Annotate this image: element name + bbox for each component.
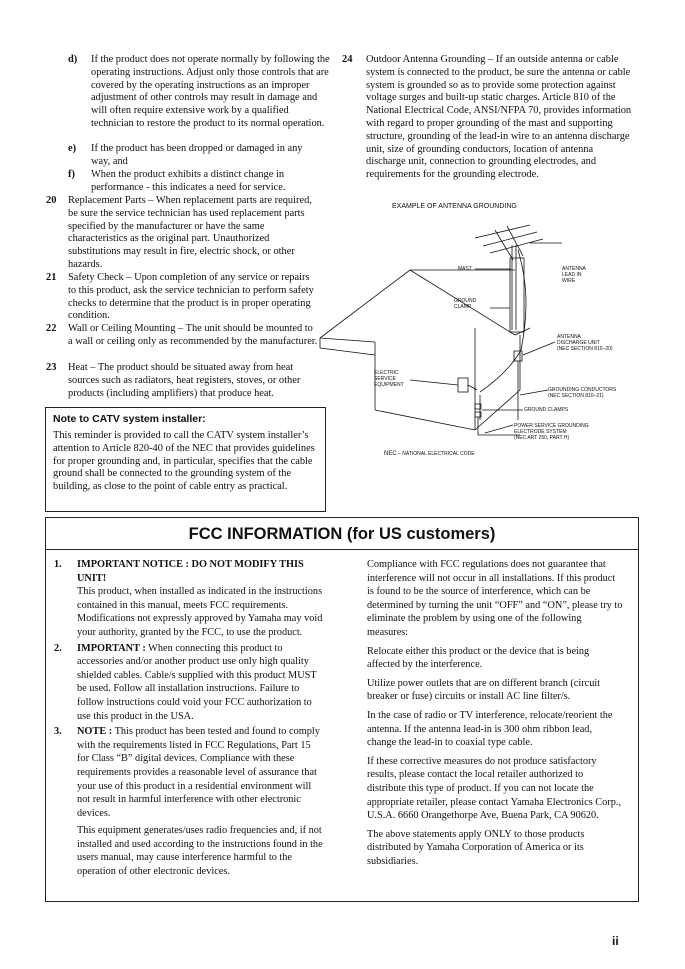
fcc-item-3 — [54, 725, 324, 820]
label-grounding-conductors: GROUNDING CONDUCTORS (NEC SECTION 810–21) — [548, 387, 617, 399]
fcc-left-extra: This equipment generates/uses radio frequencies and, if not installed and used according to the instructions found in the users manual, may cause interference harmful to the operation of other electronic devices. — [77, 825, 323, 878]
fcc-left-column — [54, 558, 324, 879]
fcc-right-column — [367, 558, 623, 873]
item-text: Replacement Parts – When replacement parts are required, be sure the service technician has used replacement parts specified by the manufacturer or have the same characteristics as the original part. Unauthorized substitutions may result in fire, electric shock, or other hazards. — [68, 195, 312, 270]
item-label: e) — [68, 143, 77, 154]
item-number: 21 — [46, 272, 57, 283]
label-mast: MAST — [458, 266, 472, 272]
fcc-item-number: 1. — [54, 559, 62, 570]
diagram-title: EXAMPLE OF ANTENNA GROUNDING — [392, 203, 517, 210]
fcc-item-number: 3. — [54, 726, 62, 738]
fcc-item-heading: IMPORTANT : — [77, 642, 146, 654]
label-antenna-lead: ANTENNA LEAD IN WIRE — [562, 266, 586, 284]
item-number: 23 — [46, 362, 57, 373]
fcc-paragraph: In the case of radio or TV interference, relocate/reorient the antenna. If the antenna lead-in is 300 ohm ribbon lead, change the lead-in to coaxial type cable. — [367, 709, 613, 749]
label-power-service: POWER SERVICE GROUNDING ELECTRODE SYSTEM (NEC ART 250, PART H) — [514, 423, 589, 441]
fcc-paragraph: Utilize power outlets that are on different branch (circuit breaker or fuse) circuits or install AC line filter/s. — [367, 677, 601, 703]
item-label: f) — [68, 169, 75, 180]
label-nec — [384, 451, 475, 457]
fcc-paragraph: Relocate either this product or the device that is being affected by the interference. — [367, 645, 590, 671]
nec-text: – NATIONAL ELECTRICAL CODE — [396, 451, 475, 457]
fcc-title-rule — [46, 549, 638, 550]
fcc-item-number: 2. — [54, 642, 62, 654]
fcc-title: FCC INFORMATION (for US customers) — [188, 525, 496, 543]
item-text: Outdoor Antenna Grounding – If an outside antenna or cable system is connected to the product, be sure the antenna or cable system is grounded so as to provide some protection against voltage surges and built-up static charges. Article 810 of the National Electrical Code, ANSI/NFPA 70, provides information with regard to proper grounding of the mast and supporting structure, grounding of the lead-in wire to an antenna discharge unit, size of grounding conductors, location of antenna discharge unit, connection to grounding electrodes, and requirements for the grounding electrode. — [366, 54, 632, 181]
item-number: 22 — [46, 323, 57, 334]
fcc-item-text: This product has been tested and found to comply with the requirements listed in FCC Regulations, Part 15 for Class “B” digital devices. Compliance with these requirements provides a reasonable level of assurance that your use of this product in a residential environment will not result in harmful interference with other electronic devices. — [77, 726, 320, 819]
note-text: This reminder is provided to call the CATV system installer’s attention to Article 820-40 of the NEC that provides guidelines for proper grounding and, in particular, specifies that the cable ground shall be connected to the grounding system of the building, as close to the point of cable entry as practical. — [53, 430, 315, 493]
fcc-item-2 — [54, 642, 324, 724]
fcc-item-1 — [54, 558, 324, 640]
note-title: Note to CATV system installer: — [53, 413, 206, 425]
fcc-paragraph: The above statements apply ONLY to those products distributed by Yamaha Corporation of America or its subsidiaries. — [367, 828, 585, 867]
label-ground-clamp: GROUND CLAMP — [454, 298, 477, 310]
label-discharge-unit: ANTENNA DISCHARGE UNIT (NEC SECTION 810–20) — [557, 334, 613, 352]
label-ground-clamps: GROUND CLAMPS — [524, 407, 569, 413]
fcc-item-heading: IMPORTANT NOTICE : DO NOT MODIFY THIS UNIT! — [77, 559, 304, 584]
fcc-paragraph: If these corrective measures do not produce satisfactory results, please contact the local retailer authorized to distribute this type of product. If you can not locate the appropriate retailer, please contact Yamaha Electronics Corp., U.S.A. 6660 Orangethorpe Ave, Buena Park, CA 90620. — [367, 755, 622, 822]
item-number: 24 — [342, 54, 353, 65]
item-text: When the product exhibits a distinct change in performance - this indicates a need for service. — [91, 169, 286, 193]
item-text: Wall or Ceiling Mounting – The unit should be mounted to a wall or ceiling only as recommended by the manufacturer. — [68, 323, 318, 347]
item-label: d) — [68, 54, 78, 65]
item-text: If the product does not operate normally by following the operating instructions. Adjust only those controls that are covered by the operating instructions as an improper adjustment of other controls may result in damage and will often require extensive work by a qualified technician to restore the product to its normal operation. — [91, 54, 330, 129]
item-text: If the product has been dropped or damaged in any way, and — [91, 143, 303, 167]
fcc-item-text: This product, when installed as indicated in the instructions contained in this manual, meets FCC requirements. Modifications not expressly approved by Yamaha may void your authority, granted by the FCC, to use the product. — [77, 586, 323, 638]
fcc-item-text: When connecting this product to accessories and/or another product use only high quality shielded cables. Cable/s supplied with this product MUST be used. Follow all installation instructions. Failure to follow instructions could void your FCC authorization to use this product in the USA. — [77, 642, 317, 722]
item-text: Heat – The product should be situated away from heat sources such as radiators, heat registers, stoves, or other products (including amplifiers) that produce heat. — [68, 362, 301, 399]
item-number: 20 — [46, 195, 57, 206]
fcc-paragraph: Compliance with FCC regulations does not guarantee that interference will not occur in all installations. If this product is found to be the source of interference, which can be determined by turning the unit “OFF” and “ON”, please try to eliminate the problem by using one of the following measures: — [367, 559, 623, 638]
fcc-item-heading: NOTE : — [77, 726, 113, 738]
nec-prefix: NEC — [384, 451, 397, 457]
item-text: Safety Check – Upon completion of any service or repairs to this product, ask the service technician to perform safety checks to determine that the product is in proper operating condition. — [68, 272, 314, 322]
fcc-information-box — [45, 517, 639, 902]
catv-note-box — [45, 407, 326, 512]
label-electric-service: ELECTRIC SERVICE EQUIPMENT — [374, 370, 404, 388]
page-number: ii — [612, 934, 619, 948]
